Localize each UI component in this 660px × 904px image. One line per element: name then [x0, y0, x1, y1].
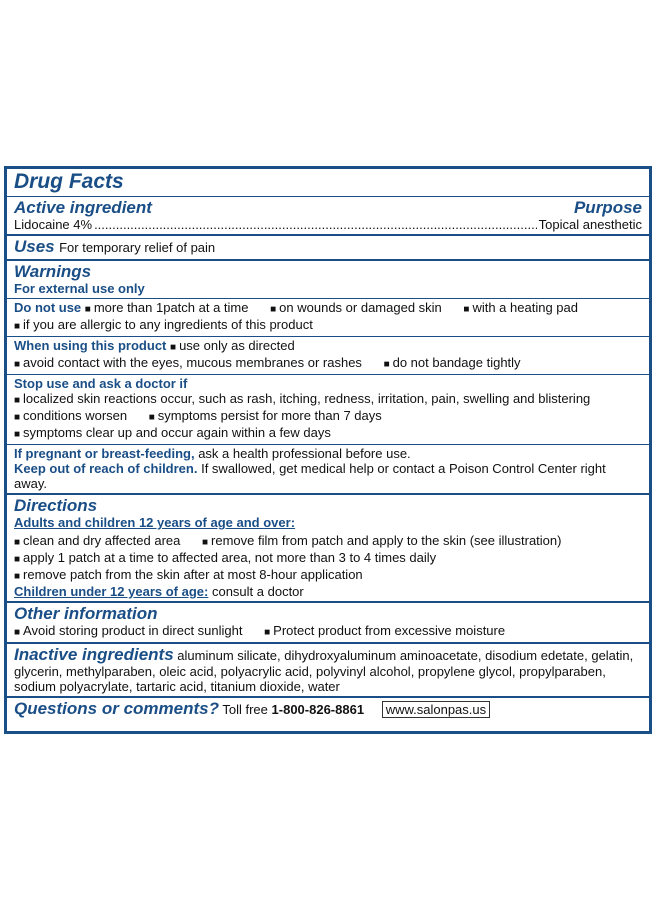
pregnant-label: If pregnant or breast-feeding, — [14, 446, 195, 461]
keep-out-label: Keep out of reach of children. — [14, 461, 198, 476]
pregnant-text: ask a health professional before use. — [198, 446, 411, 461]
phone-number: 1-800-826-8861 — [271, 702, 365, 717]
do-not-use-item: with a heating pad — [472, 300, 578, 315]
do-not-use-item: more than 1patch at a time — [93, 300, 249, 315]
ingredient-purpose: Topical anesthetic — [538, 217, 642, 232]
pregnancy-children-section — [7, 445, 649, 495]
adults-label: Adults and children 12 years of age and over: — [14, 515, 296, 530]
children-text: consult a doctor — [211, 584, 304, 599]
directions-section — [7, 495, 649, 603]
when-using-label: When using this product — [14, 338, 167, 353]
drug-facts-panel — [4, 166, 652, 734]
questions-section — [7, 698, 649, 720]
bullet-icon: ■ — [14, 321, 21, 332]
title-section — [7, 169, 649, 197]
direction-item: apply 1 patch at a time to affected area, not more than 3 to 4 times daily — [23, 550, 437, 565]
inactive-ingredients-heading: Inactive ingredients — [14, 645, 174, 664]
bullet-icon: ■ — [170, 342, 177, 353]
other-information-section — [7, 603, 649, 644]
directions-heading: Directions — [14, 496, 98, 515]
stop-use-item: symptoms clear up and occur again within a few days — [23, 425, 331, 440]
bullet-icon: ■ — [14, 359, 21, 370]
do-not-use-section — [7, 299, 649, 337]
keep-out-text: If swallowed, get medical help or contact a Poison Control Center right away. — [14, 461, 606, 491]
stop-use-label: Stop use and ask a doctor if — [14, 376, 188, 391]
questions-heading: Questions or comments? — [14, 699, 219, 718]
uses-section — [7, 236, 649, 261]
stop-use-item: conditions worsen — [23, 408, 128, 423]
stop-use-item: symptoms persist for more than 7 days — [157, 408, 382, 423]
bullet-icon: ■ — [270, 304, 277, 315]
direction-item: remove patch from the skin after at most 8-hour application — [23, 567, 363, 582]
uses-heading: Uses — [14, 237, 55, 256]
bullet-icon: ■ — [84, 304, 91, 315]
bullet-icon: ■ — [383, 359, 390, 370]
warnings-header-section — [7, 261, 649, 299]
bullet-icon: ■ — [202, 537, 209, 548]
when-using-section — [7, 337, 649, 375]
bullet-icon: ■ — [264, 627, 271, 638]
bullet-icon: ■ — [14, 571, 21, 582]
when-using-item: use only as directed — [179, 338, 295, 353]
do-not-use-item: if you are allergic to any ingredients of this product — [23, 317, 313, 332]
dot-leader — [94, 217, 537, 232]
direction-item: remove film from patch and apply to the skin (see illustration) — [211, 533, 562, 548]
do-not-use-item: on wounds or damaged skin — [279, 300, 442, 315]
bullet-icon: ■ — [148, 412, 155, 423]
when-using-item: do not bandage tightly — [392, 355, 521, 370]
toll-free-label: Toll free — [222, 702, 268, 717]
bullet-icon: ■ — [14, 412, 21, 423]
bullet-icon: ■ — [14, 537, 21, 548]
when-using-item: avoid contact with the eyes, mucous membranes or rashes — [23, 355, 362, 370]
stop-use-item: localized skin reactions occur, such as rash, itching, redness, irritation, pain, swelling and blistering — [23, 391, 591, 406]
children-label: Children under 12 years of age: — [14, 584, 209, 599]
uses-text: For temporary relief of pain — [59, 240, 216, 255]
do-not-use-label: Do not use — [14, 300, 82, 315]
inactive-ingredients-text: aluminum silicate, dihydroxyaluminum aminoacetate, disodium edetate, gelatin, glycerin, methylparaben, oleic acid, polyacrylic acid, polyvinyl alcohol, propylene glycol, propylparaben, sodium polyacrylate, tartaric acid, titanium dioxide, water — [14, 648, 634, 694]
inactive-ingredients-section — [7, 644, 649, 698]
other-information-heading: Other information — [14, 604, 158, 623]
other-item: Protect product from excessive moisture — [273, 623, 506, 638]
bullet-icon: ■ — [463, 304, 470, 315]
website-link[interactable]: www.salonpas.us — [382, 701, 490, 718]
bullet-icon: ■ — [14, 429, 21, 440]
bullet-icon: ■ — [14, 554, 21, 565]
external-use-label: For external use only — [14, 281, 145, 296]
stop-use-section — [7, 375, 649, 445]
other-item: Avoid storing product in direct sunlight — [23, 623, 243, 638]
page-title: Drug Facts — [14, 170, 124, 193]
bullet-icon: ■ — [14, 395, 21, 406]
ingredient-name: Lidocaine 4% — [14, 217, 93, 232]
warnings-heading: Warnings — [14, 262, 92, 281]
active-ingredient-section — [7, 197, 649, 236]
purpose-heading: Purpose — [573, 198, 642, 217]
direction-item: clean and dry affected area — [23, 533, 181, 548]
active-ingredient-heading: Active ingredient — [14, 198, 152, 217]
bullet-icon: ■ — [14, 627, 21, 638]
